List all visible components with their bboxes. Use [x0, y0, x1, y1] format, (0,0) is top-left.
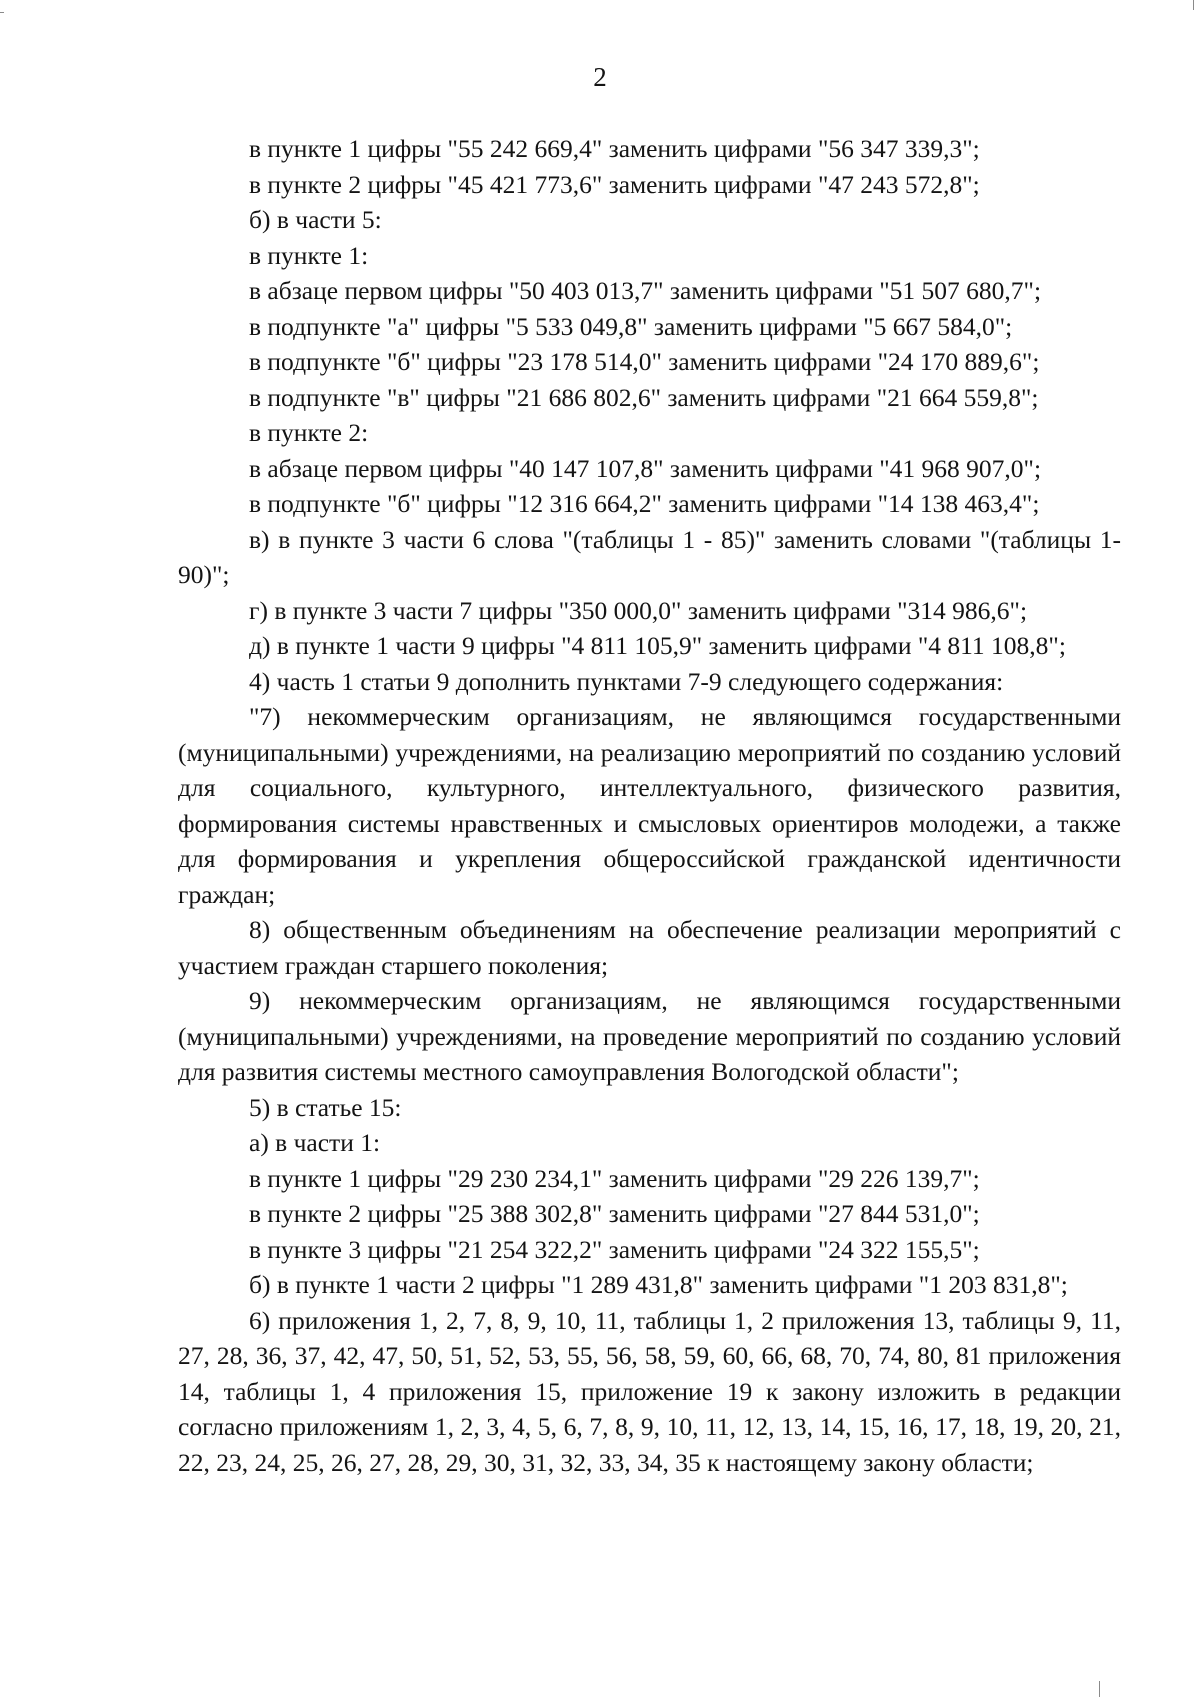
paragraph: в пункте 2 цифры "45 421 773,6" заменить цифрами "47 243 572,8";	[249, 169, 980, 199]
paragraph: в абзаце первом цифры "50 403 013,7" заменить цифрами "51 507 680,7";	[249, 276, 1042, 305]
paragraph: в подпункте "в" цифры "21 686 802,6" заменить цифрами "21 664 559,8";	[249, 382, 1039, 412]
scan-edge-mark	[1193, 0, 1194, 10]
paragraph: в подпункте "а" цифры "5 533 049,8" заменить цифрами "5 667 584,0";	[249, 311, 1013, 341]
paragraph: "7) некоммерческим организациям, не являющимся государственными (муниципальными) учреждениями, на реализацию мероприятий по созданию условий для социального, культурного, интеллектуального, физического развития, формирования системы нравственных и смысловых ориентиров молодежи, а также для формирования и укрепления общероссийской гражданской идентичности граждан;	[178, 702, 1121, 909]
scan-edge-mark	[0, 12, 4, 13]
paragraph: б) в пункте 1 части 2 цифры "1 289 431,8" заменить цифрами "1 203 831,8";	[249, 1270, 1068, 1299]
paragraph: д) в пункте 1 части 9 цифры "4 811 105,9" заменить цифрами "4 811 108,8";	[249, 631, 1066, 660]
paragraph: 6) приложения 1, 2, 7, 8, 9, 10, 11, таблицы 1, 2 приложения 13, таблицы 9, 11, 27, 28, 36, 37, 42, 47, 50, 51, 52, 53, 55, 56, 58, 59, 60, 66, 68, 70, 74, 80, 81 приложения 14, таблицы 1, 4 приложения 15, приложение 19 к закону изложить в редакции согласно приложениям 1, 2, 3, 4, 5, 6, 7, 8, 9, 10, 11, 12, 13, 14, 15, 16, 17, 18, 19, 20, 21, 22, 23, 24, 25, 26, 27, 28, 29, 30, 31, 32, 33, 34, 35 к настоящему закону области;	[178, 1305, 1121, 1477]
paragraph: в) в пункте 3 части 6 слова "(таблицы 1 - 85)" заменить словами "(таблицы 1-90)";	[178, 524, 1121, 589]
paragraph: в пункте 1 цифры "55 242 669,4" заменить цифрами "56 347 339,3";	[249, 134, 980, 163]
page-number: 2	[593, 62, 607, 92]
paragraph: 8) общественным объединениям на обеспечение реализации мероприятий с участием граждан старшего поколения;	[178, 915, 1121, 980]
paragraph: в подпункте "б" цифры "23 178 514,0" заменить цифрами "24 170 889,6";	[249, 347, 1040, 376]
paragraph: 9) некоммерческим организациям, не являющимся государственными (муниципальными) учреждениями, на проведение мероприятий по созданию условий для развития системы местного самоуправления Вологодской области";	[178, 986, 1121, 1086]
paragraph: в пункте 2:	[249, 418, 369, 447]
paragraph: в подпункте "б" цифры "12 316 664,2" заменить цифрами "14 138 463,4";	[249, 489, 1040, 518]
paragraph: 4) часть 1 статьи 9 дополнить пунктами 7-9 следующего содержания:	[249, 666, 1004, 696]
paragraph: в пункте 1:	[249, 240, 369, 270]
paragraph: в пункте 2 цифры "25 388 302,8" заменить цифрами "27 844 531,0";	[249, 1199, 980, 1228]
document-body	[178, 131, 1121, 1480]
scan-edge-mark	[1099, 1681, 1100, 1697]
paragraph: в абзаце первом цифры "40 147 107,8" заменить цифрами "41 968 907,0";	[249, 453, 1042, 483]
paragraph: а) в части 1:	[249, 1128, 381, 1157]
paragraph: б) в части 5:	[249, 205, 382, 234]
paragraph: г) в пункте 3 части 7 цифры "350 000,0" заменить цифрами "314 986,6";	[249, 595, 1028, 625]
paragraph: 5) в статье 15:	[249, 1092, 402, 1122]
paragraph: в пункте 3 цифры "21 254 322,2" заменить цифрами "24 322 155,5";	[249, 1234, 980, 1264]
paragraph: в пункте 1 цифры "29 230 234,1" заменить цифрами "29 226 139,7";	[249, 1163, 980, 1193]
